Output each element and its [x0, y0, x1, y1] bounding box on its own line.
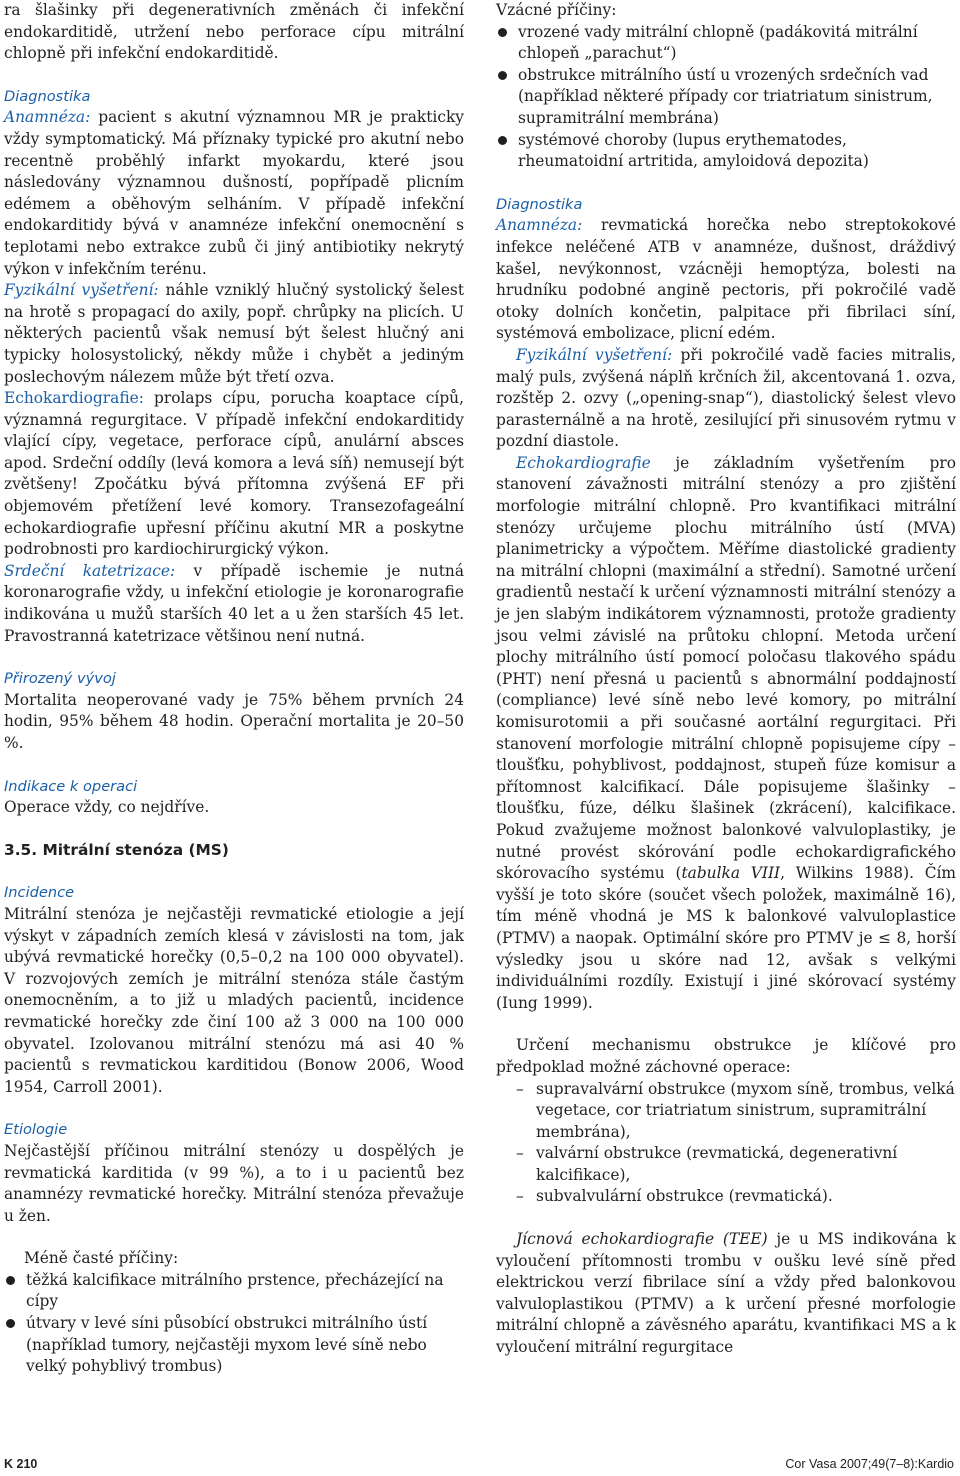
paragraph-anamneza: Anamnéza: pacient s akutní významnou MR je prakticky vždy symptomatický. Má příznaky typické pro akutní nebo recentně proběhlý infarkt myokardu, které jsou následovány významnou dušností, popřípadě plicním edémem a oběhovým selháním. V případě infekční endokarditidy bývá v anamnéze infekční onemocnění s teplotami nebo extrakce zubů či jiný antibiotiky nekrytý výkon v infekčním terénu.	[4, 108, 464, 278]
table-reference: tabulka VIII	[681, 864, 781, 883]
page-footer	[0, 1455, 960, 1476]
label-fyzikalni: Fyzikální vyšetření:	[4, 281, 159, 300]
paragraph-fyzikalni-ms: Fyzikální vyšetření: při pokročilé vadě facies mitralis, malý puls, zvýšená náplň krčních žil, akcentovaná 1. ozva, rozštěp 2. ozvy („opening-snap“), diastolický šelest vlevo parasternálně a na hrotě, zesilující při sinusovém rytmu v pozdní diastole.	[496, 345, 956, 451]
list-item: – valvární obstrukce (revmatická, degenerativní kalcifikace),	[536, 1143, 956, 1186]
journal-citation: Cor Vasa 2007;49(7–8):Kardio	[785, 1457, 954, 1471]
paragraph-echo-ms: Echokardiografie je základním vyšetřením pro stanovení závažnosti mitrální stenózy a pro zjištění morfologie mitrální chlopně. Pro kvantifikaci mitrální stenózy určujeme plochu mitrálního ústí (MVA) planimetricky a výpočtem. Měříme diastolické gradienty na mitrální chlopni (maximální a střední). Samotné určení gradientů nestačí k určení významnosti mitrální stenózy a je jen slabým indikátorem významnosti, protože gradienty jsou velmi závislé na průtoku chlopní. Metoda určení plochy mitrálního ústí pomocí poločasu tlakového spádu (PHT) není přesná u pacientů s abnormální poddajností (compliance) levé síně nebo levé komory, po mitrální komisurotomii a při současné aortální regurgitaci. Při stanovení morfologie mitrální chlopně popisujeme cípy – tloušťku, pohyblivost, poddajnost, stupeň fúze komisur a přítomnost kalcifikací. Dále popisujeme šlašinky – tloušťku, fúze, délku šlašinek (zkrácení), kalcifikace. Pokud zvažujeme možnost balonkové valvuloplastiky, je nutné provést skórování podle echokardigrafického skórovacího systému (tabulka VIII, Wilkins 1988). Čím vyšší je toto skóre (součet všech položek, maximálně 16), tím méně vhodná je MS k balonkové valvuloplastice (PTMV) a naopak. Optimální skóre pro PTMV je ≤ 8, horší výsledky jsou u skóre nad 12, avšak s velkými individuálními rozdíly. Existují i jiné skórovací systémy (Iung 1999).	[496, 453, 956, 1012]
list-vzacne	[496, 22, 956, 173]
list-item: těžká kalcifikace mitrálního prstence, přecházející na cípy	[26, 1270, 464, 1313]
paragraph-katetrizace: Srdeční katetrizace: v případě ischemie je nutná koronarografie vždy, u infekční etiologie je koronarografie indikována u mužů starších 40 let a u žen starších 45 let. Pravostranná katetrizace většinou není nutná.	[4, 561, 464, 645]
paragraph-fyzikalni: Fyzikální vyšetření: náhle vzniklý hlučný systolický šelest na hrotě s propagací do axily, popř. chrůpky na plicích. U některých pacientů však nemusí být šelest hlučný ani typicky holosystolický, někdy může i chybět a jediným poslechovým nálezem může být třetí ozva.	[4, 281, 465, 386]
paragraph-intro: ra šlašinky při degenerativních změnách či infekční endokarditidě, utržení nebo perforace cípu mitrální chlopně při infekční endokarditidě.	[4, 1, 464, 63]
list-item: systémové choroby (lupus erythematodes, rheumatoidní artritida, amyloidová depozita)	[518, 130, 956, 173]
heading-etiologie: Etiologie	[4, 1121, 68, 1139]
page-number: K 210	[4, 1457, 38, 1471]
list-item: – supravalvární obstrukce (myxom síně, trombus, velká vegetace, cor triatriatum sinistrum, supramitrální membrána),	[536, 1079, 956, 1144]
list-item: útvary v levé síni působící obstrukci mitrálního ústí (například tumory, nejčastěji myxom levé síně nebo velký pohyblivý trombus)	[26, 1313, 464, 1378]
heading-vzacne: Vzácné příčiny:	[496, 1, 617, 19]
heading-mene-caste: Méně časté příčiny:	[24, 1249, 179, 1268]
list-item: – subvalvulární obstrukce (revmatická).	[536, 1186, 956, 1208]
list-mechanismus	[496, 1079, 956, 1209]
label-echo: Echokardiografie	[516, 453, 651, 472]
paragraph-anamneza-ms: Anamnéza: revmatická horečka nebo streptokokové infekce neléčené ATB v anamnéze, dušnost, dráždivý kašel, nevýkonnost, vzácněji hemoptýza, bolesti na hrudníku podobné angině pectoris, při pokročilé vadě otoky dolních končetin, palpitace při fibrilaci síní, systémová embolizace, plicní edém.	[496, 216, 956, 343]
paragraph-indikace: Operace vždy, co nejdříve.	[4, 798, 210, 817]
paragraph-etiologie: Nejčastější příčinou mitrální stenózy u dospělých je revmatická karditida (v 99 %), a to i u pacientů bez anamnézy revmatické horečky. Mitrální stenóza převažuje u žen.	[4, 1141, 464, 1225]
heading-diagnostika: Diagnostika	[4, 87, 91, 105]
label-anamneza: Anamnéza:	[496, 216, 583, 235]
paragraph-echo: Echokardiografie: prolaps cípu, porucha koaptace cípů, významná regurgitace. V případě infekční endokarditidy vlající cípy, vegetace, perforace cípů, anulární absces apod. Srdeční oddíly (levá komora a levá síň) nemusejí být zvětšeny! Zpočátku bývá přítomna zvýšená EF při objemovém přetížení levé komory. Transezofageální echokardiografie upřesní příčinu akutní MR a poskytne podrobnosti pro kardiochirurgický výkon.	[4, 389, 464, 559]
left-column	[4, 0, 464, 1378]
list-item: obstrukce mitrálního ústí u vrozených srdečních vad (například některé případy cor triatriatum sinistrum, supramitrální membrána)	[518, 65, 956, 130]
paragraph-tee: Jícnová echokardiografie (TEE) je u MS indikována k vyloučení přítomnosti trombu v oušku levé síně před elektrickou verzí fibrilace síní a vždy před balonkovou valvuloplastikou (PTMV) a k určení přesné morfologie mitrální chlopně a závěsného aparátu, kvantifikaci MS a k vyloučení mitrální regurgitace	[496, 1230, 957, 1357]
paragraph-mechanismus: Určení mechanismu obstrukce je klíčové pro předpoklad možné záchovné operace:	[496, 1036, 956, 1076]
label-echo: Echokardiografie:	[4, 389, 144, 408]
right-column	[496, 0, 956, 1359]
list-item: vrozené vady mitrální chlopně (padákovitá mitrální chlopeň „parachut“)	[518, 22, 956, 65]
heading-diagnostika-ms: Diagnostika	[496, 195, 583, 213]
heading-incidence: Incidence	[4, 884, 75, 902]
list-mene-caste	[4, 1270, 464, 1378]
label-fyzikalni: Fyzikální vyšetření:	[516, 345, 673, 364]
label-anamneza: Anamnéza:	[4, 108, 91, 127]
heading-indikace: Indikace k operaci	[4, 777, 138, 795]
label-tee: Jícnová echokardiografie (TEE)	[516, 1230, 768, 1249]
section-title: 3.5. Mitrální stenóza (MS)	[4, 840, 229, 859]
label-katetrizace: Srdeční katetrizace:	[4, 561, 176, 580]
paragraph-vyvoj: Mortalita neoperované vady je 75% během prvních 24 hodin, 95% během 48 hodin. Operační mortalita je 20–50 %.	[4, 690, 464, 752]
heading-vyvoj: Přirozený vývoj	[4, 670, 116, 688]
paragraph-incidence: Mitrální stenóza je nejčastěji revmatické etiologie a její výskyt v západních zemích klesá v závislosti na tom, jak ubývá revmatické horečky (0,5–0,2 na 100 000 obyvatel). V rozvojových zemích je mitrální stenóza stále častým onemocněním, a to již u mladých pacientů, incidence revmatické horečky zde činí 100 až 3 000 na 100 000 obyvatel. Izolovanou mitrální stenózu má asi 40 % pacientů s revmatickou karditidou (Bonow 2006, Wood 1954, Carroll 2001).	[4, 904, 464, 1096]
